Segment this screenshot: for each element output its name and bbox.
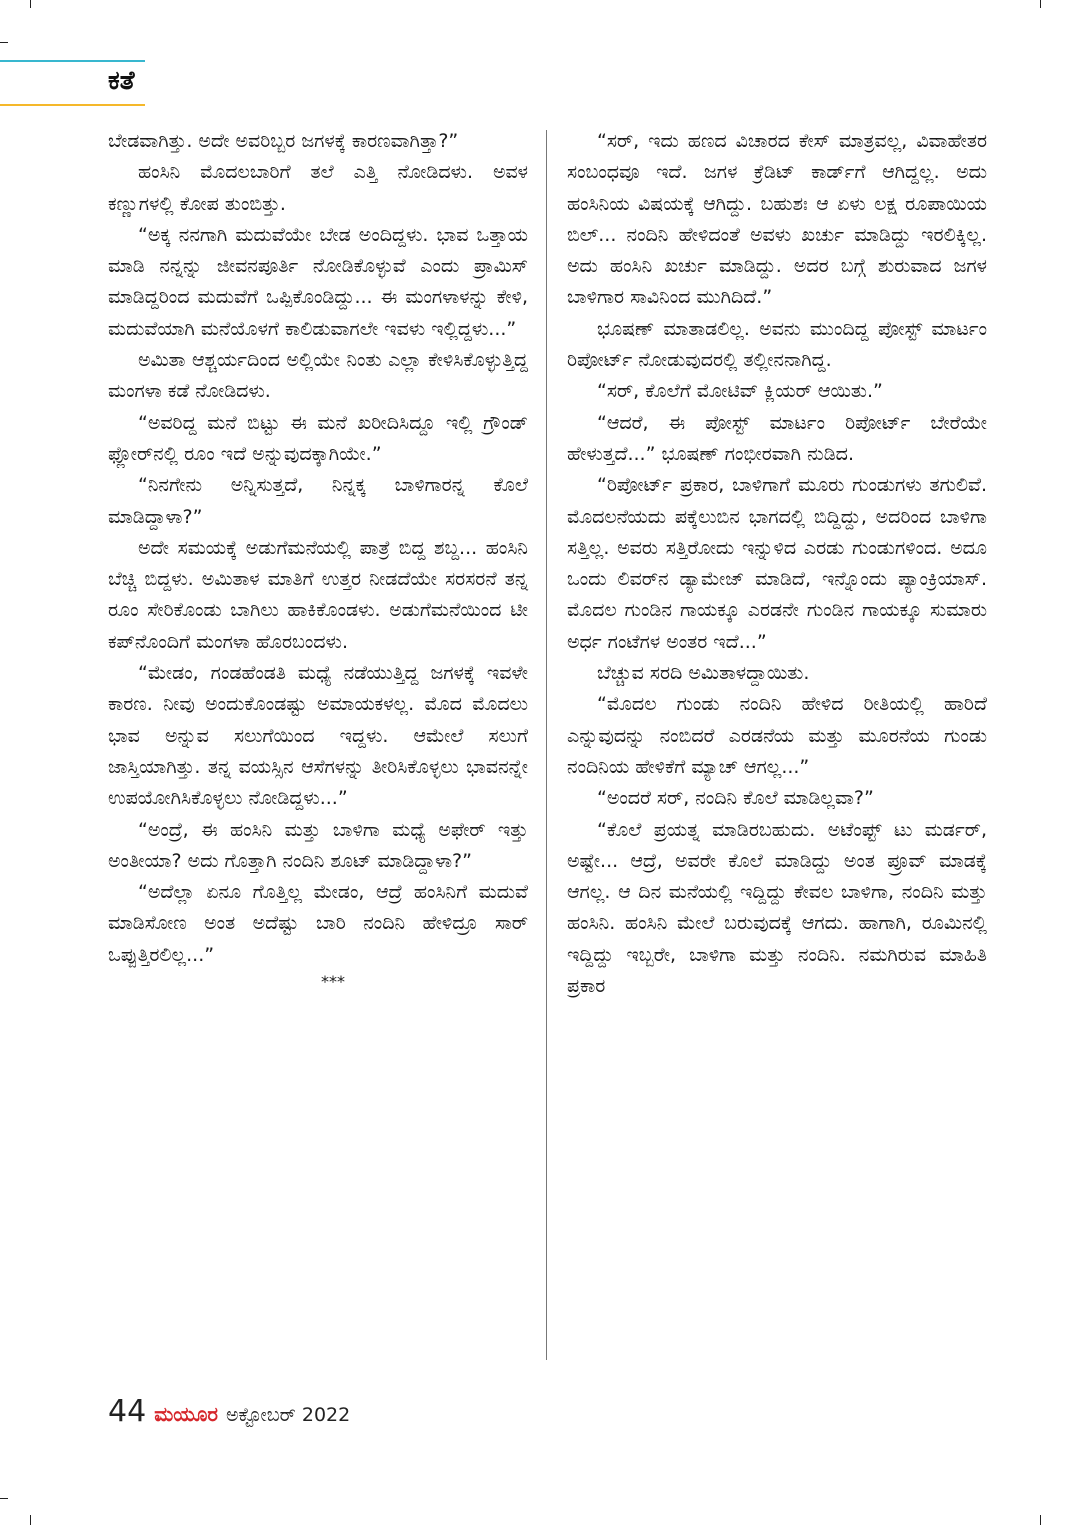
paragraph: ಬೆಚ್ಚುವ ಸರದಿ ಅಮಿತಾಳದ್ದಾಯಿತು. [597,662,810,685]
left-column [108,126,528,993]
paragraph: ಭೂಷಣ್ ಮಾತಾಡಲಿಲ್ಲ. ಅವನು ಮುಂದಿದ್ದ ಪೋಸ್ಟ್ ಮಾರ್ಟಂ ರಿಪೋರ್ಟ್ ನೋಡುವುದರಲ್ಲಿ ತಲ್ಲೀನನಾಗಿದ್ದ. [567,317,987,372]
header-rule-cyan [0,60,145,62]
paragraph: “ಮೊದಲ ಗುಂಡು ನಂದಿನಿ ಹೇಳಿದ ರೀತಿಯಲ್ಲಿ ಹಾರಿದೆ ಎನ್ನುವುದನ್ನು ನಂಬಿದರೆ ಎರಡನೆಯ ಮತ್ತು ಮೂರನೆಯ ಗುಂಡು ನಂದಿನಿಯ ಹೇಳಿಕೆಗೆ ಮ್ಯಾಚ್ ಆಗಲ್ಲ...” [567,693,987,778]
paragraph: “ರಿಪೋರ್ಟ್ ಪ್ರಕಾರ, ಬಾಳಿಗಾಗೆ ಮೂರು ಗುಂಡುಗಳು ತಗುಲಿವೆ. ಮೊದಲನೆಯದು ಪಕ್ಕೆಲುಬಿನ ಭಾಗದಲ್ಲಿ ಬಿದ್ದಿದ್ದು, ಅದರಿಂದ ಬಾಳಿಗಾ ಸತ್ತಿಲ್ಲ. ಅವರು ಸತ್ತಿರೋದು ಇನ್ನುಳಿದ ಎರಡು ಗುಂಡುಗಳಿಂದ. ಅದೂ ಒಂದು ಲಿವರ್‌ನ ಡ್ಯಾಮೇಜ್ ಮಾಡಿದೆ, ಇನ್ನೊಂದು ಪ್ಯಾಂಕ್ರಿಯಾಸ್. ಮೊದಲ ಗುಂಡಿನ ಗಾಯಕ್ಕೂ ಎರಡನೇ ಗುಂಡಿನ ಗಾಯಕ್ಕೂ ಸುಮಾರು ಅರ್ಧ ಗಂಟೆಗಳ ಅಂತರ ಇದೆ...” [567,474,987,653]
paragraph: “ಮೇಡಂ, ಗಂಡಹೆಂಡತಿ ಮಧ್ಯೆ ನಡೆಯುತ್ತಿದ್ದ ಜಗಳಕ್ಕೆ ಇವಳೇ ಕಾರಣ. ನೀವು ಅಂದುಕೊಂಡಷ್ಟು ಅಮಾಯಕಳಲ್ಲ. ಮೊದ ಮೊದಲು ಭಾವ ಅನ್ನುವ ಸಲುಗೆಯಿಂದ ಇದ್ದಳು. ಆಮೇಲೆ ಸಲುಗೆ ಜಾಸ್ತಿಯಾಗಿತ್ತು. ತನ್ನ ವಯಸ್ಸಿನ ಆಸೆಗಳನ್ನು ತೀರಿಸಿಕೊಳ್ಳಲು ಭಾವನನ್ನೇ ಉಪಯೋಗಿಸಿಕೊಳ್ಳಲು ನೋಡಿದ್ದಳು...” [108,662,528,810]
paragraph: “ಕೊಲೆ ಪ್ರಯತ್ನ ಮಾಡಿರಬಹುದು. ಅಟೆಂಪ್ಟ್ ಟು ಮರ್ಡರ್, ಅಷ್ಟೇ... ಆದ್ರೆ, ಅವರೇ ಕೊಲೆ ಮಾಡಿದ್ದು ಅಂತ ಪ್ರೂವ್ ಮಾಡಕ್ಕೆ ಆಗಲ್ಲ. ಆ ದಿನ ಮನೆಯಲ್ಲಿ ಇದ್ದಿದ್ದು ಕೇವಲ ಬಾಳಿಗಾ, ನಂದಿನಿ ಮತ್ತು ಹಂಸಿನಿ. ಹಂಸಿನಿ ಮೇಲೆ ಬರುವುದಕ್ಕೆ ಆಗದು. ಹಾಗಾಗಿ, ರೂಮಿನಲ್ಲಿ ಇದ್ದಿದ್ದು ಇಬ್ಬರೇ, ಬಾಳಿಗಾ ಮತ್ತು ನಂದಿನಿ. ನಮಗಿರುವ ಮಾಹಿತಿ ಪ್ರಕಾರ [567,818,987,998]
magazine-name: ಮಯೂರ [154,1402,218,1426]
paragraph: “ಆದರೆ, ಈ ಪೋಸ್ಟ್ ಮಾರ್ಟಂ ರಿಪೋರ್ಟ್ ಬೇರೆಯೇ ಹೇಳುತ್ತದೆ...” ಭೂಷಣ್ ಗಂಭೀರವಾಗಿ ನುಡಿದ. [567,411,987,465]
paragraph: “ನಿನಗೇನು ಅನ್ನಿಸುತ್ತದೆ, ನಿನ್ನಕ್ಕ ಬಾಳಿಗಾರನ್ನ ಕೊಲೆ ಮಾಡಿದ್ದಾಳಾ?” [108,474,528,528]
paragraph: “ಅಂದರೆ ಸರ್, ನಂದಿನಿ ಕೊಲೆ ಮಾಡಿಲ್ಲವಾ?” [597,787,874,810]
paragraph: ಹಂಸಿನಿ ಮೊದಲಬಾರಿಗೆ ತಲೆ ಎತ್ತಿ ನೋಡಿದಳು. ಅವಳ ಕಣ್ಣುಗಳಲ್ಲಿ ಕೋಪ ತುಂಬಿತ್ತು. [108,161,528,215]
page-footer [108,1394,350,1430]
paragraph: “ಸರ್, ಇದು ಹಣದ ವಿಚಾರದ ಕೇಸ್ ಮಾತ್ರವಲ್ಲ, ವಿವಾಹೇತರ ಸಂಬಂಧವೂ ಇದೆ. ಜಗಳ ಕ್ರೆಡಿಟ್ ಕಾರ್ಡ್‌ಗೆ ಆಗಿದ್ದಲ್ಲ. ಅದು ಹಂಸಿನಿಯ ವಿಷಯಕ್ಕೆ ಆಗಿದ್ದು. ಬಹುಶಃ ಆ ಏಳು ಲಕ್ಷ ರೂಪಾಯಿಯ ಬಿಲ್... ನಂದಿನಿ ಹೇಳಿದಂತೆ ಅವಳು ಖರ್ಚು ಮಾಡಿದ್ದು ಇರಲಿಕ್ಕಿಲ್ಲ. ಅದು ಹಂಸಿನಿ ಖರ್ಚು ಮಾಡಿದ್ದು. ಅದರ ಬಗ್ಗೆ ಶುರುವಾದ ಜಗಳ ಬಾಳಿಗಾರ ಸಾವಿನಿಂದ ಮುಗಿದಿದೆ.” [567,130,987,309]
crop-mark [30,1515,31,1525]
crop-mark [1040,1515,1041,1525]
crop-mark [0,1498,8,1499]
crop-mark [0,42,8,43]
right-column [567,126,987,1002]
section-title: ಕತೆ [108,66,135,96]
paragraph: ಬೇಡವಾಗಿತ್ತು. ಅದೇ ಅವರಿಬ್ಬರ ಜಗಳಕ್ಕೆ ಕಾರಣವಾಗಿತ್ತಾ?” [108,130,459,152]
section-separator: *** [321,972,345,992]
crop-mark [1040,0,1041,8]
paragraph: “ಸರ್, ಕೊಲೆಗೆ ಮೋಟಿವ್ ಕ್ಲಿಯರ್ ಆಯಿತು.” [597,380,883,403]
column-divider [546,130,547,1360]
issue-date: ಅಕ್ಟೋಬರ್ 2022 [225,1404,351,1426]
paragraph: “ಅಕ್ಕ ನನಗಾಗಿ ಮದುವೆಯೇ ಬೇಡ ಅಂದಿದ್ದಳು. ಭಾವ ಒತ್ತಾಯ ಮಾಡಿ ನನ್ನನ್ನು ಜೀವನಪೂರ್ತಿ ನೋಡಿಕೊಳ್ಳುವೆ ಎಂದು ಪ್ರಾಮಿಸ್ ಮಾಡಿದ್ದರಿಂದ ಮದುವೆಗೆ ಒಪ್ಪಿಕೊಂಡಿದ್ದು... ಈ ಮಂಗಳಾಳನ್ನು ಕೇಳಿ, ಮದುವೆಯಾಗಿ ಮನೆಯೊಳಗೆ ಕಾಲಿಡುವಾಗಲೇ ಇವಳು ಇಲ್ಲಿದ್ದಳು...” [108,223,528,340]
paragraph: “ಅದೆಲ್ಲಾ ಏನೂ ಗೊತ್ತಿಲ್ಲ ಮೇಡಂ, ಆದ್ರೆ ಹಂಸಿನಿಗೆ ಮದುವೆ ಮಾಡಿಸೋಣ ಅಂತ ಅದೆಷ್ಟು ಬಾರಿ ನಂದಿನಿ ಹೇಳಿದ್ರೂ ಸಾರ್ ಒಪ್ಪುತ್ತಿರಲಿಲ್ಲ...” [108,881,528,966]
paragraph: “ಅಂದ್ರೆ, ಈ ಹಂಸಿನಿ ಮತ್ತು ಬಾಳಿಗಾ ಮಧ್ಯೆ ಅಫೇರ್ ಇತ್ತು ಅಂತೀಯಾ? ಅದು ಗೊತ್ತಾಗಿ ನಂದಿನಿ ಶೂಟ್ ಮಾಡಿದ್ದಾಳಾ?” [108,818,528,872]
header-rule-yellow [0,104,145,106]
page-number: 44 [108,1394,147,1429]
paragraph: “ಅವರಿದ್ದ ಮನೆ ಬಿಟ್ಟು ಈ ಮನೆ ಖರೀದಿಸಿದ್ದೂ ಇಲ್ಲಿ ಗ್ರೌಂಡ್ ಫ್ಲೋರ್‌ನಲ್ಲಿ ರೂಂ ಇದೆ ಅನ್ನುವುದಕ್ಕಾಗಿಯೇ.” [108,411,528,465]
crop-mark [30,0,31,8]
paragraph: ಅದೇ ಸಮಯಕ್ಕೆ ಅಡುಗೆಮನೆಯಲ್ಲಿ ಪಾತ್ರೆ ಬಿದ್ದ ಶಬ್ದ... ಹಂಸಿನಿ ಬೆಚ್ಚಿ ಬಿದ್ದಳು. ಅಮಿತಾಳ ಮಾತಿಗೆ ಉತ್ತರ ನೀಡದೆಯೇ ಸರಸರನೆ ತನ್ನ ರೂಂ ಸೇರಿಕೊಂಡು ಬಾಗಿಲು ಹಾಕಿಕೊಂಡಳು. ಅಡುಗೆಮನೆಯಿಂದ ಟೀ ಕಪ್‌ನೊಂದಿಗೆ ಮಂಗಳಾ ಹೊರಬಂದಳು. [108,536,528,653]
paragraph: ಅಮಿತಾ ಆಶ್ಚರ್ಯದಿಂದ ಅಲ್ಲಿಯೇ ನಿಂತು ಎಲ್ಲಾ ಕೇಳಿಸಿಕೊಳ್ಳುತ್ತಿದ್ದ ಮಂಗಳಾ ಕಡೆ ನೋಡಿದಳು. [108,349,528,403]
